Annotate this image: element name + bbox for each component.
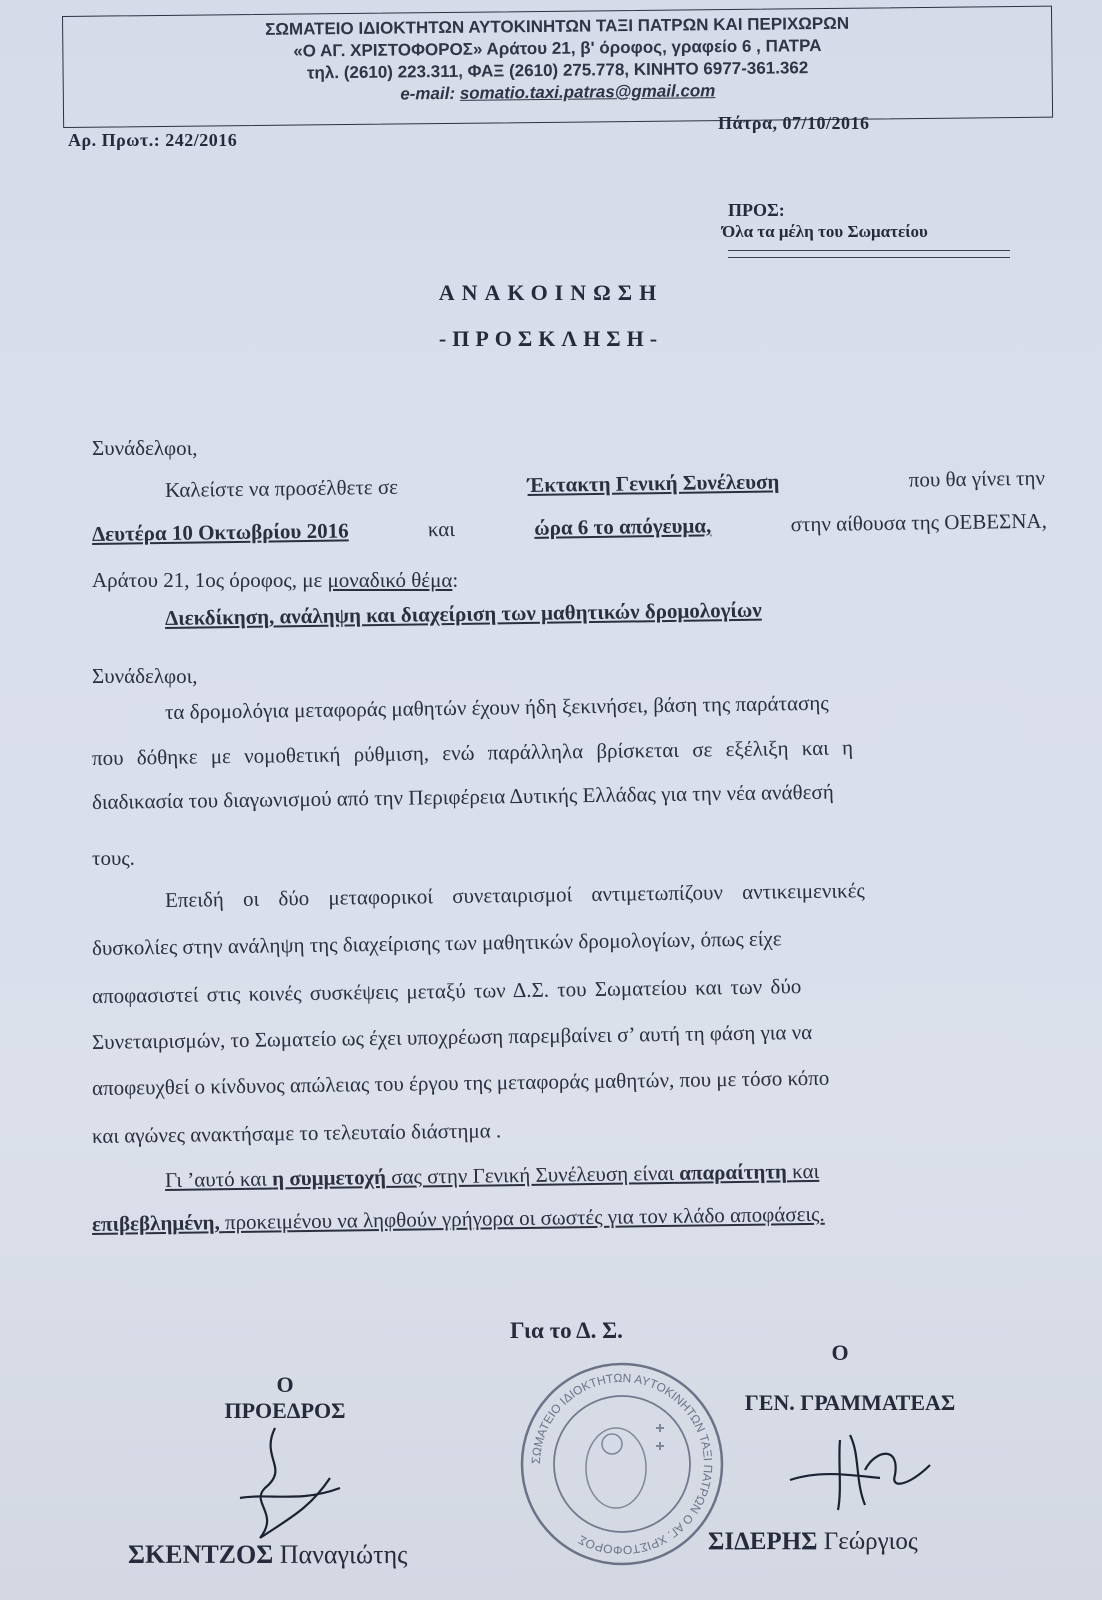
p4-text-e: και [791, 1158, 820, 1184]
greeting-1: Συνάδελφοι, [92, 436, 198, 460]
protocol-number: Αρ. Πρωτ.: 242/2016 [68, 130, 238, 150]
president-name [128, 1540, 528, 1570]
secretary-article: Ο [831, 1340, 849, 1365]
letterhead-email-link[interactable]: somatio.taxi.patras@gmail.com [459, 81, 716, 103]
p1-meeting-time: ώρα 6 το απόγευμα, [534, 513, 712, 540]
president-title: ΠΡΟΕΔΡΟΣ [224, 1398, 346, 1423]
secretary-name [708, 1528, 1088, 1556]
secretary-title: ΓΕΝ. ΓΡΑΜΜΑΤΕΑΣ [744, 1390, 956, 1415]
recipient-text: Όλα τα μέλη του Σωματείου [722, 222, 928, 241]
paragraph-1-line-2 [92, 509, 1047, 547]
letterhead-email-label: e-mail: [400, 83, 460, 104]
document-date: Πάτρα, 07/10/2016 [718, 113, 870, 133]
paragraph-2-line-1: τα δρομολόγια μεταφοράς μαθητών έχουν ήδη ξεκινήσει, βάση της παράτασης [164, 690, 829, 724]
meeting-topic [165, 592, 1102, 631]
paragraph-1-line-1 [165, 466, 1045, 503]
paragraph-3-line-4: Συνεταιρισμών, το Σωματείο ως έχει υποχρέωση παρεμβαίνει σ’ αυτή τη φάση για να [91, 1019, 813, 1054]
p1-address: Αράτου 21, 1ος όροφος, με [92, 568, 323, 592]
signoff-board: Για το Δ. Σ. [510, 1318, 623, 1343]
paragraph-4-line-2 [92, 1198, 1062, 1237]
paragraph-3-line-1: Επειδή οι δύο μεταφορικοί συνεταιρισμοί αντιμετωπίζουν αντικειμενικές [164, 878, 865, 912]
seal-text: ΣΩΜΑΤΕΙΟ ΙΔΙΟΚΤΗΤΩΝ ΑΥΤΟΚΙΝΗΤΩΝ ΤΑΞΙ ΠΑΤΡΩΝ Ο ΑΓ. ΧΡΙΣΤΟΦΟΡΟΣ [528, 1370, 716, 1558]
p1-text-c: που θα γίνει την [908, 465, 1046, 492]
association-seal-icon [516, 1358, 728, 1570]
paragraph-3-line-3: αποφασιστεί στις κοινές συσκέψεις μεταξύ των Δ.Σ. του Σωματείου και των δύο [91, 974, 802, 1008]
letterhead-org-name: ΣΩΜΑΤΕΙΟ ΙΔΙΟΚΤΗΤΩΝ ΑΥΤΟΚΙΝΗΤΩΝ ΤΑΞΙ ΠΑΤΡΩΝ ΚΑΙ ΠΕΡΙΧΩΡΩΝ [265, 13, 850, 39]
paragraph-3-line-6: και αγώνες ανακτήσαμε το τελευταίο διάστημα . [91, 1118, 502, 1148]
p1-meeting-type: Έκτακτη Γενική Συνέλευση [527, 469, 780, 497]
p1-single-topic: μοναδικό θέμα [327, 568, 453, 592]
p4-text-g: προκειμένου να ληφθούν γρήγορα οι σωστές για τον κλάδο αποφάσεις. [224, 1201, 825, 1235]
svg-text:ΣΩΜΑΤΕΙΟ ΙΔΙΟΚΤΗΤΩΝ ΑΥΤΟΚΙΝΗΤΩ [529, 1371, 715, 1557]
president-surname: ΣΚΕΝΤΖΟΣ [128, 1540, 274, 1569]
p4-text-a: Γι ’αυτό και [164, 1166, 268, 1192]
double-rule [728, 250, 1010, 258]
paragraph-2-line-4: τους. [92, 846, 135, 870]
p1-text-a: Καλείστε να προσέλθετε σε [164, 474, 399, 502]
paragraph-3-line-5: αποφευχθεί ο κίνδυνος απώλειας του έργου της μεταφοράς μαθητών, που με τόσο κόπο [91, 1065, 830, 1100]
p4-text-c: σας στην Γενική Συνέλευση είναι [391, 1160, 675, 1189]
secretary-signature-icon [780, 1420, 950, 1520]
secretary-first-name: Γεώργιος [823, 1528, 918, 1555]
p4-participation: η συμμετοχή [272, 1164, 387, 1191]
paragraph-2-line-2: που δόθηκε με νομοθετική ρύθμιση, ενώ παράλληλα βρίσκεται σε εξέλιξη και η [91, 735, 854, 770]
president-signature-icon [220, 1418, 350, 1558]
paragraph-1-line-3 [92, 568, 1062, 593]
paragraph-3-line-2: δυσκολίες στην ανάληψη της διαχείρισης των μαθητικών δρομολογίων, όπως είχε [91, 926, 782, 960]
p4-mandatory: επιβεβλημένη, [91, 1210, 220, 1236]
title-invitation: -ΠΡΟΣΚΛΗΣΗ- [438, 326, 664, 351]
letterhead-box [62, 6, 1053, 128]
paragraph-4-line-1 [165, 1154, 1102, 1193]
p1-meeting-date: Δευτέρα 10 Οκτωβρίου 2016 [91, 518, 349, 546]
paragraph-2-line-3: διαδικασία του διαγωνισμού από την Περιφέρεια Δυτικής Ελλάδας για την νέα ανάθεσή [91, 779, 834, 814]
p4-necessary: απαραίτητη [679, 1159, 788, 1185]
president-first-name: Παναγιώτης [279, 1540, 408, 1569]
recipient-label: ΠΡΟΣ: [728, 200, 785, 220]
president-article: Ο [276, 1372, 294, 1397]
p1-text-e: και [427, 516, 456, 542]
greeting-2: Συνάδελφοι, [92, 664, 198, 688]
topic-text: Διεκδίκηση, ανάληψη και διαχείριση των μαθητικών δρομολογίων [164, 597, 762, 630]
p1-colon: : [452, 568, 459, 592]
letterhead-phones: τηλ. (2610) 223.311, ΦΑΞ (2610) 275.778, ΚΙΝΗΤΟ 6977-361.362 [306, 58, 809, 83]
p1-venue: στην αίθουσα της ΟΕΒΕΣΝΑ, [790, 508, 1048, 537]
letterhead-address: «Ο ΑΓ. ΧΡΙΣΤΟΦΟΡΟΣ» Αράτου 21, β' όροφος, γραφείο 6 , ΠΑΤΡΑ [293, 36, 822, 61]
secretary-surname: ΣΙΔΕΡΗΣ [708, 1528, 818, 1555]
title-announcement: ΑΝΑΚΟΙΝΩΣΗ [438, 280, 664, 305]
